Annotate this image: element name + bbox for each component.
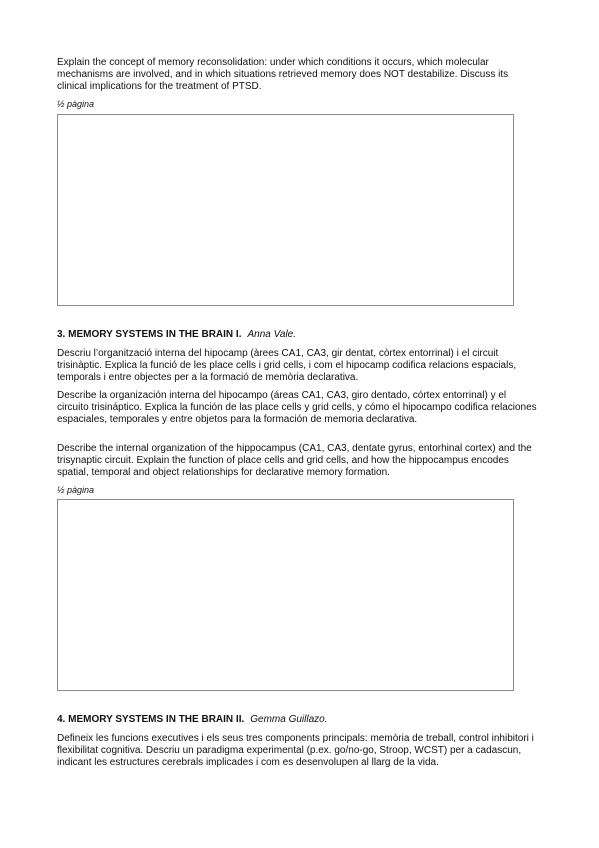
- question-4-heading: [57, 714, 328, 726]
- question-2-length-note: ½ pàgina: [57, 99, 95, 109]
- question-3-length-note: ½ pàgina: [57, 485, 95, 495]
- question-3-author: Anna Vale.: [247, 329, 297, 340]
- question-4-author: Gemma Guillazo.: [250, 714, 328, 725]
- question-4-prompt-catalan: Defineix les funcions executives i els seus tres components principals: memòria de treball, control inhibitori i flexibilitat cognitiva. Descriu un paradigma experimental (p.ex. go/no-go, Stroop, WCST) per a cadascun, indicant les estructures cerebrals implicades i com es desenvolupen al llarg de la vida.: [57, 733, 534, 768]
- question-3-prompt-english: Describe the internal organization of the hippocampus (CA1, CA3, dentate gyrus, entorhinal cortex) and the trisynaptic circuit. Explain the function of place cells and grid cells, and how the hippocampus encodes spatial, temporal and object relationships for declarative memory formation.: [57, 443, 532, 478]
- question-3-answer-box[interactable]: [57, 499, 514, 691]
- question-2-prompt: Explain the concept of memory reconsolidation: under which conditions it occurs, which molecular mechanisms are involved, and in which situations retrieved memory does NOT destabilize. Discuss its clinical implications for the treatment of PTSD.: [57, 57, 509, 92]
- question-3-prompt-spanish: Describe la organización interna del hipocampo (áreas CA1, CA3, giro dentado, córtex entorrinal) y el circuito trisináptico. Explica la función de las place cells y grid cells, y cómo el hipocampo codifica relaciones espaciales, temporales y entre objetos para la formación de memoria declarativa.: [57, 390, 537, 425]
- question-2-answer-box[interactable]: [57, 114, 514, 306]
- question-3-title: 3. MEMORY SYSTEMS IN THE BRAIN I.: [57, 329, 242, 340]
- question-3-heading: [57, 329, 296, 341]
- question-4-title: 4. MEMORY SYSTEMS IN THE BRAIN II.: [57, 714, 245, 725]
- question-3-prompt-catalan: Descriu l’organització interna del hipocamp (àrees CA1, CA3, gir dentat, còrtex entorrinal) i el circuit trisinàptic. Explica la funció de les place cells i grid cells, i com el hipocamp codifica relacions espacials, temporals i entre objectes per a la formació de memòria declarativa.: [57, 348, 517, 383]
